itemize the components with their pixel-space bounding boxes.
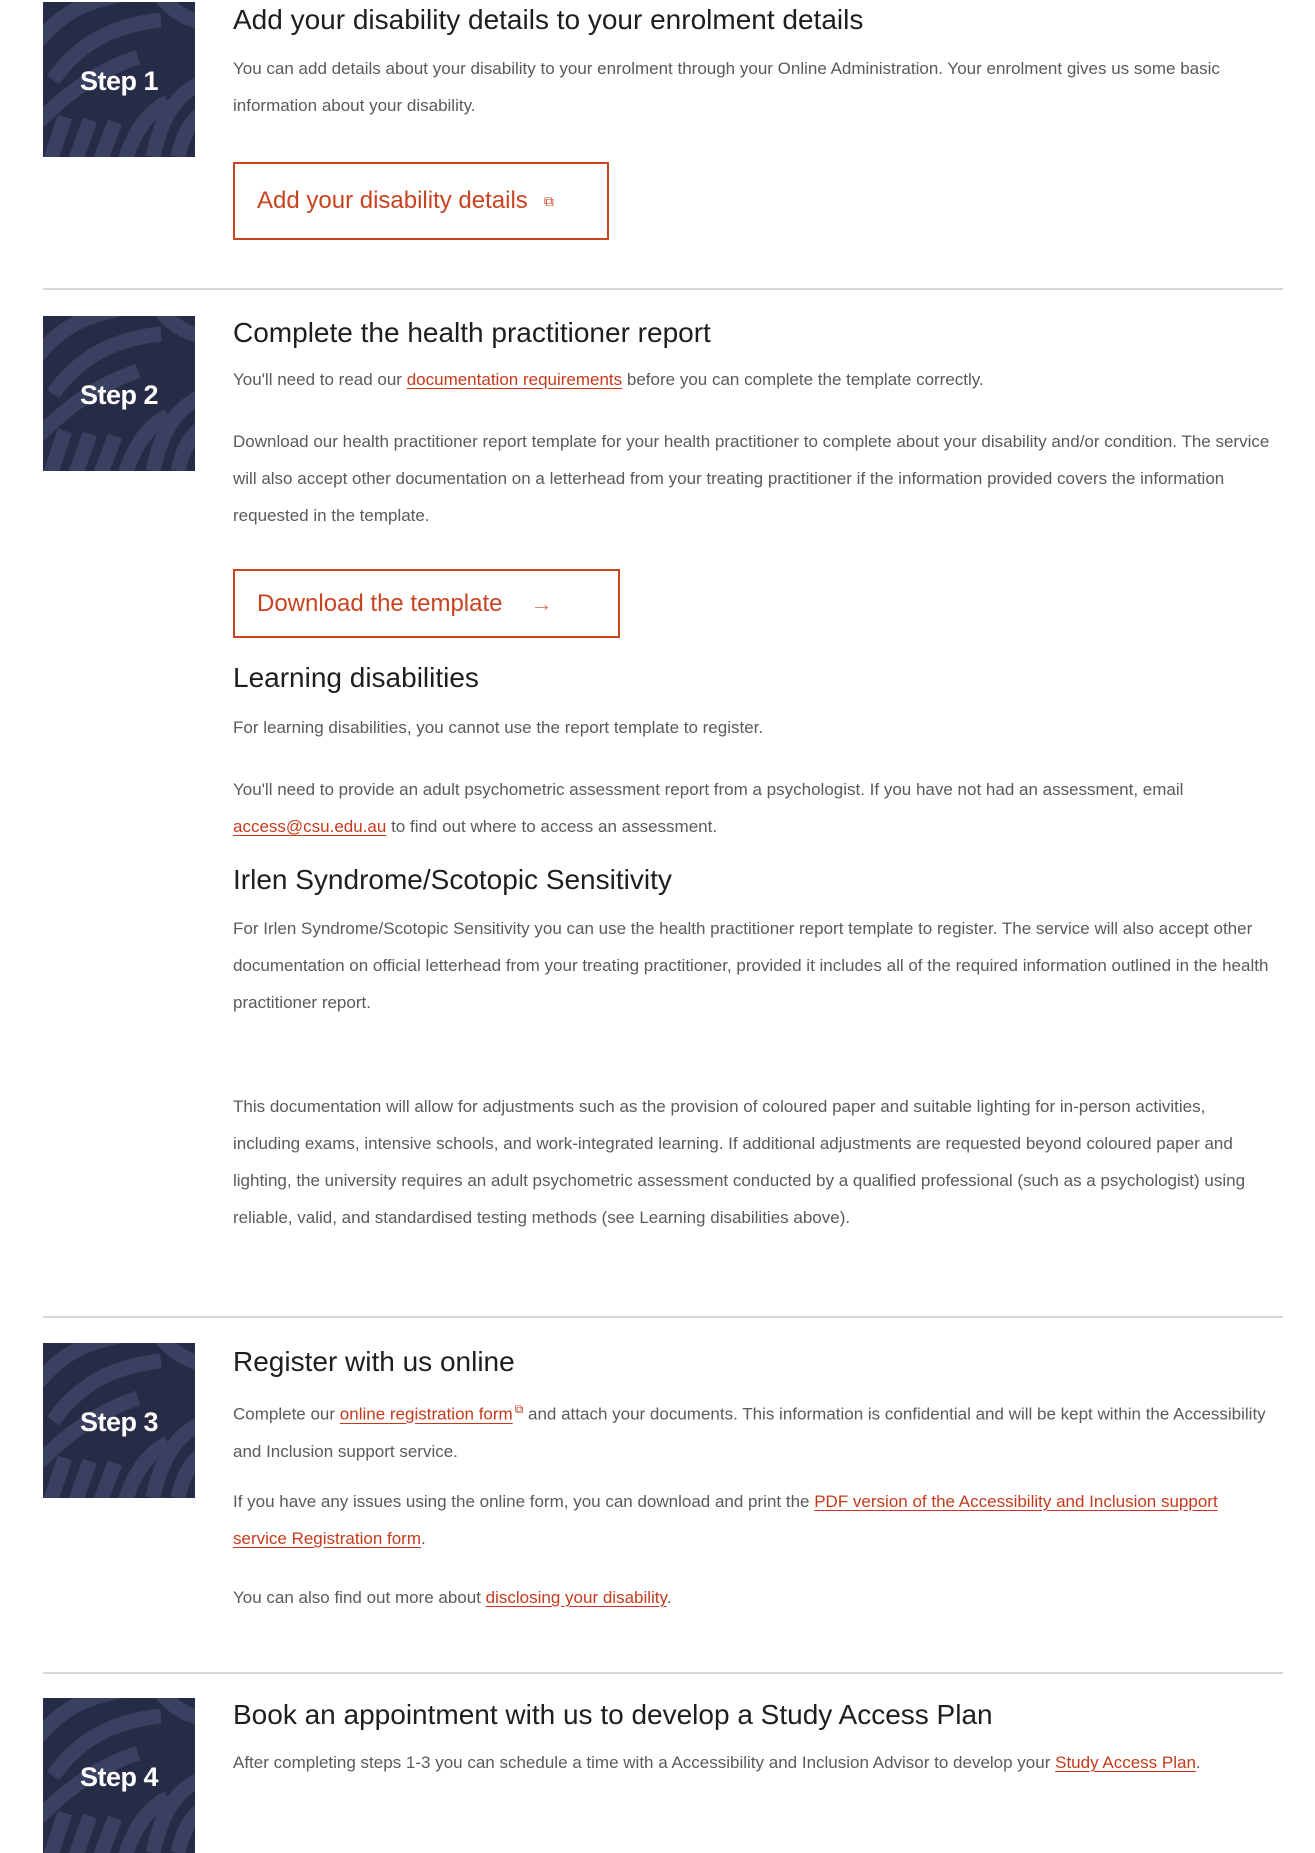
paragraph-text: After completing steps 1-3 you can schedule a time with a Accessibility and Inclusion Advisor to develop your bbox=[233, 1753, 1056, 1772]
step-badge-label: Step 4 bbox=[79, 1762, 159, 1792]
step-paragraph bbox=[233, 361, 1273, 398]
online-registration-form-link[interactable]: online registration form bbox=[339, 1404, 513, 1424]
paragraph-text: You'll need to read our bbox=[233, 370, 407, 389]
pdf-registration-form-link[interactable]: PDF version of the Accessibility and Inclusion support service Registration form bbox=[233, 1492, 1218, 1548]
paragraph-text: You can add details about your disability to your enrolment through your Online Administration. Your enrolment gives us some basic information about your disability. bbox=[233, 59, 1220, 115]
subsection-paragraph bbox=[233, 771, 1273, 845]
step-paragraph bbox=[233, 1744, 1273, 1781]
documentation-requirements-link[interactable]: documentation requirements bbox=[406, 370, 623, 389]
subsection-paragraph: This documentation will allow for adjustments such as the provision of coloured paper and suitable lighting for in-person activities, including exams, intensive schools, and work-integrated learning. If additional adjustments are requested beyond coloured paper and lighting, the university requires an adult psychometric assessment conducted by a qualified professional (such as a psychologist) using reliable, valid, and standardised testing methods (see Learning disabilities above). bbox=[233, 1097, 1246, 1227]
paragraph-text: before you can complete the template correctly. bbox=[622, 370, 984, 389]
paragraph-text: . bbox=[421, 1529, 426, 1548]
step-badge bbox=[43, 316, 195, 471]
arrow-right-icon: → bbox=[530, 590, 553, 616]
subsection-title: Learning disabilities bbox=[233, 662, 479, 693]
external-link-icon: ⧉ bbox=[514, 1402, 524, 1416]
button-label: Download the template bbox=[257, 589, 503, 617]
subsection-paragraph: For learning disabilities, you cannot use the report template to register. bbox=[233, 718, 764, 737]
paragraph-text: You'll need to provide an adult psychometric assessment report from a psychologist. If you have not had an assessment, email bbox=[233, 780, 1184, 799]
paragraph-text: . bbox=[1195, 1753, 1201, 1772]
paragraph-text: Complete our bbox=[233, 1404, 340, 1424]
button-label: Add your disability details bbox=[257, 187, 528, 214]
step-title: Complete the health practitioner report bbox=[233, 317, 711, 348]
step-badge-label: Step 3 bbox=[79, 1407, 159, 1437]
divider bbox=[43, 288, 1283, 290]
step-paragraph bbox=[233, 1391, 1273, 1470]
step-paragraph bbox=[233, 50, 1273, 124]
subsection-paragraph: For Irlen Syndrome/Scotopic Sensitivity you can use the health practitioner report template to register. The service will also accept other documentation on official letterhead from your treating practitioner, provided it includes all of the required information outlined in the health practitioner report. bbox=[233, 919, 1269, 1012]
step-title: Book an appointment with us to develop a Study Access Plan bbox=[233, 1699, 993, 1730]
external-link-icon: ⧉ bbox=[543, 192, 554, 209]
paragraph-text: You can also find out more about bbox=[233, 1588, 486, 1607]
step-paragraph bbox=[233, 1579, 1273, 1616]
step-badge-label: Step 1 bbox=[79, 66, 159, 96]
step-paragraph bbox=[233, 1483, 1273, 1557]
step-badge bbox=[43, 2, 195, 157]
divider bbox=[43, 1672, 1283, 1674]
step-badge-label: Step 2 bbox=[79, 380, 159, 410]
subsection-title: Irlen Syndrome/Scotopic Sensitivity bbox=[233, 864, 672, 895]
paragraph-text: If you have any issues using the online form, you can download and print the bbox=[233, 1492, 815, 1511]
step-title: Add your disability details to your enrolment details bbox=[233, 4, 864, 35]
step-badge bbox=[43, 1698, 195, 1853]
disclosing-disability-link[interactable]: disclosing your disability bbox=[485, 1588, 667, 1607]
step-paragraph: Download our health practitioner report template for your health practitioner to complete about your disability and/or condition. The service will also accept other documentation on a letterhead from your treating practitioner if the information provided covers the information requested in the template. bbox=[233, 432, 1270, 525]
paragraph-text: and attach your documents. This information is confidential and will be kept within the Accessibility and Inclusion support service. bbox=[233, 1404, 1266, 1461]
access-email-link[interactable]: access@csu.edu.au bbox=[233, 817, 387, 836]
step-badge bbox=[43, 1343, 195, 1498]
download-template-button[interactable] bbox=[233, 569, 620, 638]
paragraph-text: to find out where to access an assessment. bbox=[386, 817, 718, 836]
step-title: Register with us online bbox=[233, 1346, 515, 1377]
paragraph-text: . bbox=[666, 1588, 672, 1607]
add-disability-details-button[interactable] bbox=[233, 162, 609, 240]
study-access-plan-link[interactable]: Study Access Plan bbox=[1055, 1753, 1196, 1772]
divider bbox=[43, 1316, 1283, 1318]
